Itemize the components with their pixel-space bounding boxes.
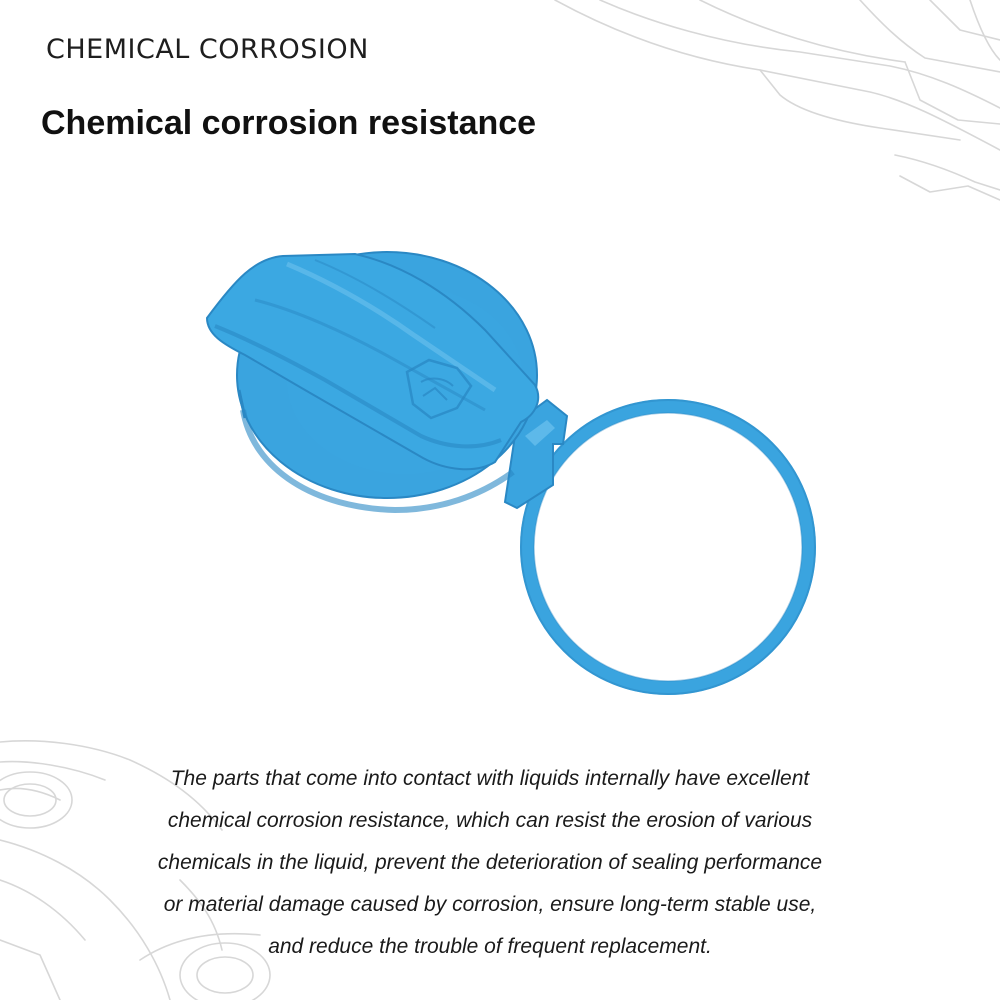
- description: [90, 758, 890, 968]
- retaining-ring: [521, 400, 815, 694]
- section-label: CHEMICAL CORROSION: [46, 34, 369, 65]
- washer-cap-image: [195, 240, 825, 720]
- description-line: The parts that come into contact with liquids internally have excellent: [170, 767, 810, 790]
- description-line: or material damage caused by corrosion, ensure long-term stable use,: [163, 893, 817, 916]
- description-line: chemicals in the liquid, prevent the deterioration of sealing performance: [157, 851, 823, 874]
- description-line: and reduce the trouble of frequent replacement.: [268, 935, 712, 958]
- description-line: chemical corrosion resistance, which can resist the erosion of various: [167, 809, 813, 832]
- headline: Chemical corrosion resistance: [41, 104, 537, 142]
